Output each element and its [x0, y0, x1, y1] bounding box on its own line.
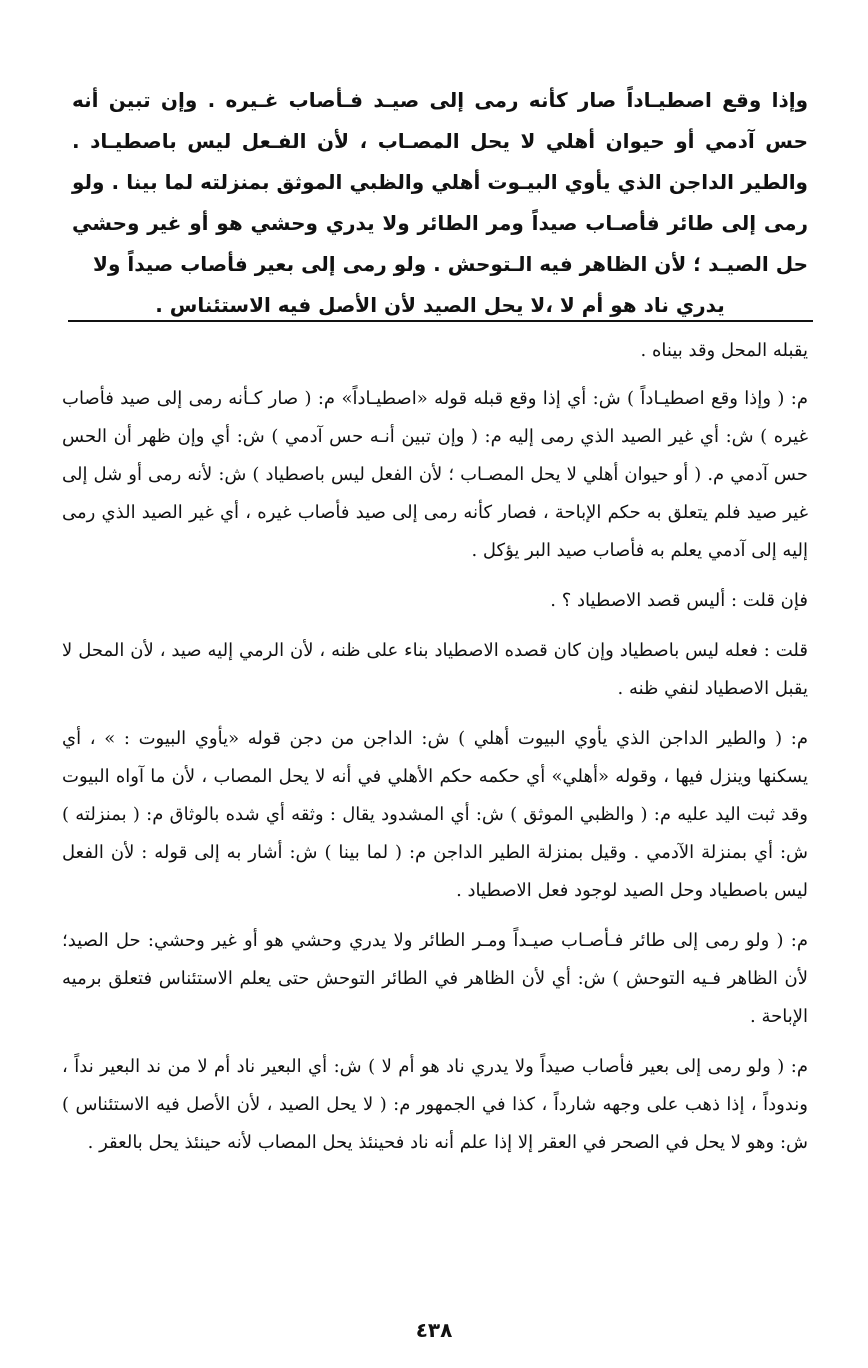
commentary-paragraph: م: ( وإذا وقع اصطيـاداً ) ش: أي إذا وقع قبله قوله «اصطيـاداً» م: ( صار كـأنه رمى إلى صيد فأصاب غيره ) ش: أي غير الصيد الذي رمى إليه م: ( وإن تبين أنـه حس آدمي ) ش: أي وإن ظهر أن الحس حس آدمي م. ( أو حيوان أهلي لا يحل المصـاب ؛ لأن الفعل ليس باصطياد ) ش: لأنه رمى أو شل إلى غير صيد فلم يتعلق به حكم الإباحة ، فصار كأنه رمى إلى صيد فأصاب غيره ، أي غير الصيد الذي رمى إليه إلى آدمي يعلم به فأصاب صيد البر يؤكل . [62, 388, 808, 561]
commentary-paragraph: قلت : فعله ليس باصطياد وإن كان قصده الاصطياد بناء على ظنه ، لأن الرمي إليه صيد ، لأن المحل لا يقبل الاصطياد لنفي ظنه . [62, 640, 808, 699]
commentary-paragraph: يقبله المحل وقد بيناه . [640, 340, 808, 361]
commentary-paragraph: فإن قلت : أليس قصد الاصطياد ؟ . [550, 590, 808, 611]
matn-last-line: يدري ناد هو أم لا ،لا يحل الصيد لأن الأصل فيه الاستئناس . [155, 293, 725, 317]
page-number: ٤٣٨ [415, 1318, 453, 1342]
commentary-text-block [62, 332, 808, 1174]
commentary-paragraph: م: ( ولو رمى إلى بعير فأصاب صيداً ولا يدري ناد هو أم لا ) ش: أي البعير ناد أم لا من ند البعير نداً ، وندوداً ، إذا ذهب على وجهه شارداً ، كذا في الجمهور م: ( لا يحل الصيد ، لأن الأصل فيه الاستئناس ) ش: وهو لا يحل في الصحر في العقر إلا إذا علم أنه ناد فحينئذ يحل المصاب لأنه حينئذ يحل بالعقر . [62, 1056, 808, 1153]
matn-text-block [72, 80, 808, 326]
commentary-paragraph: م: ( والطير الداجن الذي يأوي البيوت أهلي ) ش: الداجن من دجن قوله «يأوي البيوت : » ، أي يسكنها وينزل فيها ، وقوله «أهلي» أي حكمه حكم الأهلي في أنه لا يحل المصاب ، لأن ما آواه البيوت وقد ثبت اليد عليه م: ( والظبي الموثق ) ش: أي المشدود يقال : وثقه أي شده بالوثاق م: ( بمنزلته ) ش: أي بمنزلة الآدمي . وقيل بمنزلة الطير الداجن م: ( لما بينا ) ش: أشار به إلى قوله : لأن الفعل ليس باصطياد وحل الصيد لوجود فعل الاصطياد . [62, 728, 809, 901]
commentary-paragraph: م: ( ولو رمى إلى طائر فـأصـاب صيـداً ومـر الطائر ولا يدري وحشي هو أو غير وحشي: حل الصيد؛ لأن الظاهر فـيه التوحش ) ش: أي لأن الظاهر في الطائر التوحش حتى يعلم الاستئناس فتعلق برميه الإباحة . [62, 930, 809, 1027]
matn-paragraph: وإذا وقع اصطيـاداً صار كأنه رمى إلى صيـد فـأصاب غـيره . وإن تبين أنه حس آدمي أو حيوان أهلي لا يحل المصـاب ، لأن الفـعل ليس باصطيـاد . والطير الداجن الذي يأوي البيـوت أهلي والظبي الموثق بمنزلته لما بينا . ولو رمى إلى طائر فأصـاب صيداً ومر الطائر ولا يدري وحشي هو أو غير وحشي حل الصيـد ؛ لأن الظاهر فيه الـتوحش . ولو رمى إلى بعير فأصاب صيداً ولا [72, 88, 808, 276]
footnote-divider-line [68, 320, 813, 322]
